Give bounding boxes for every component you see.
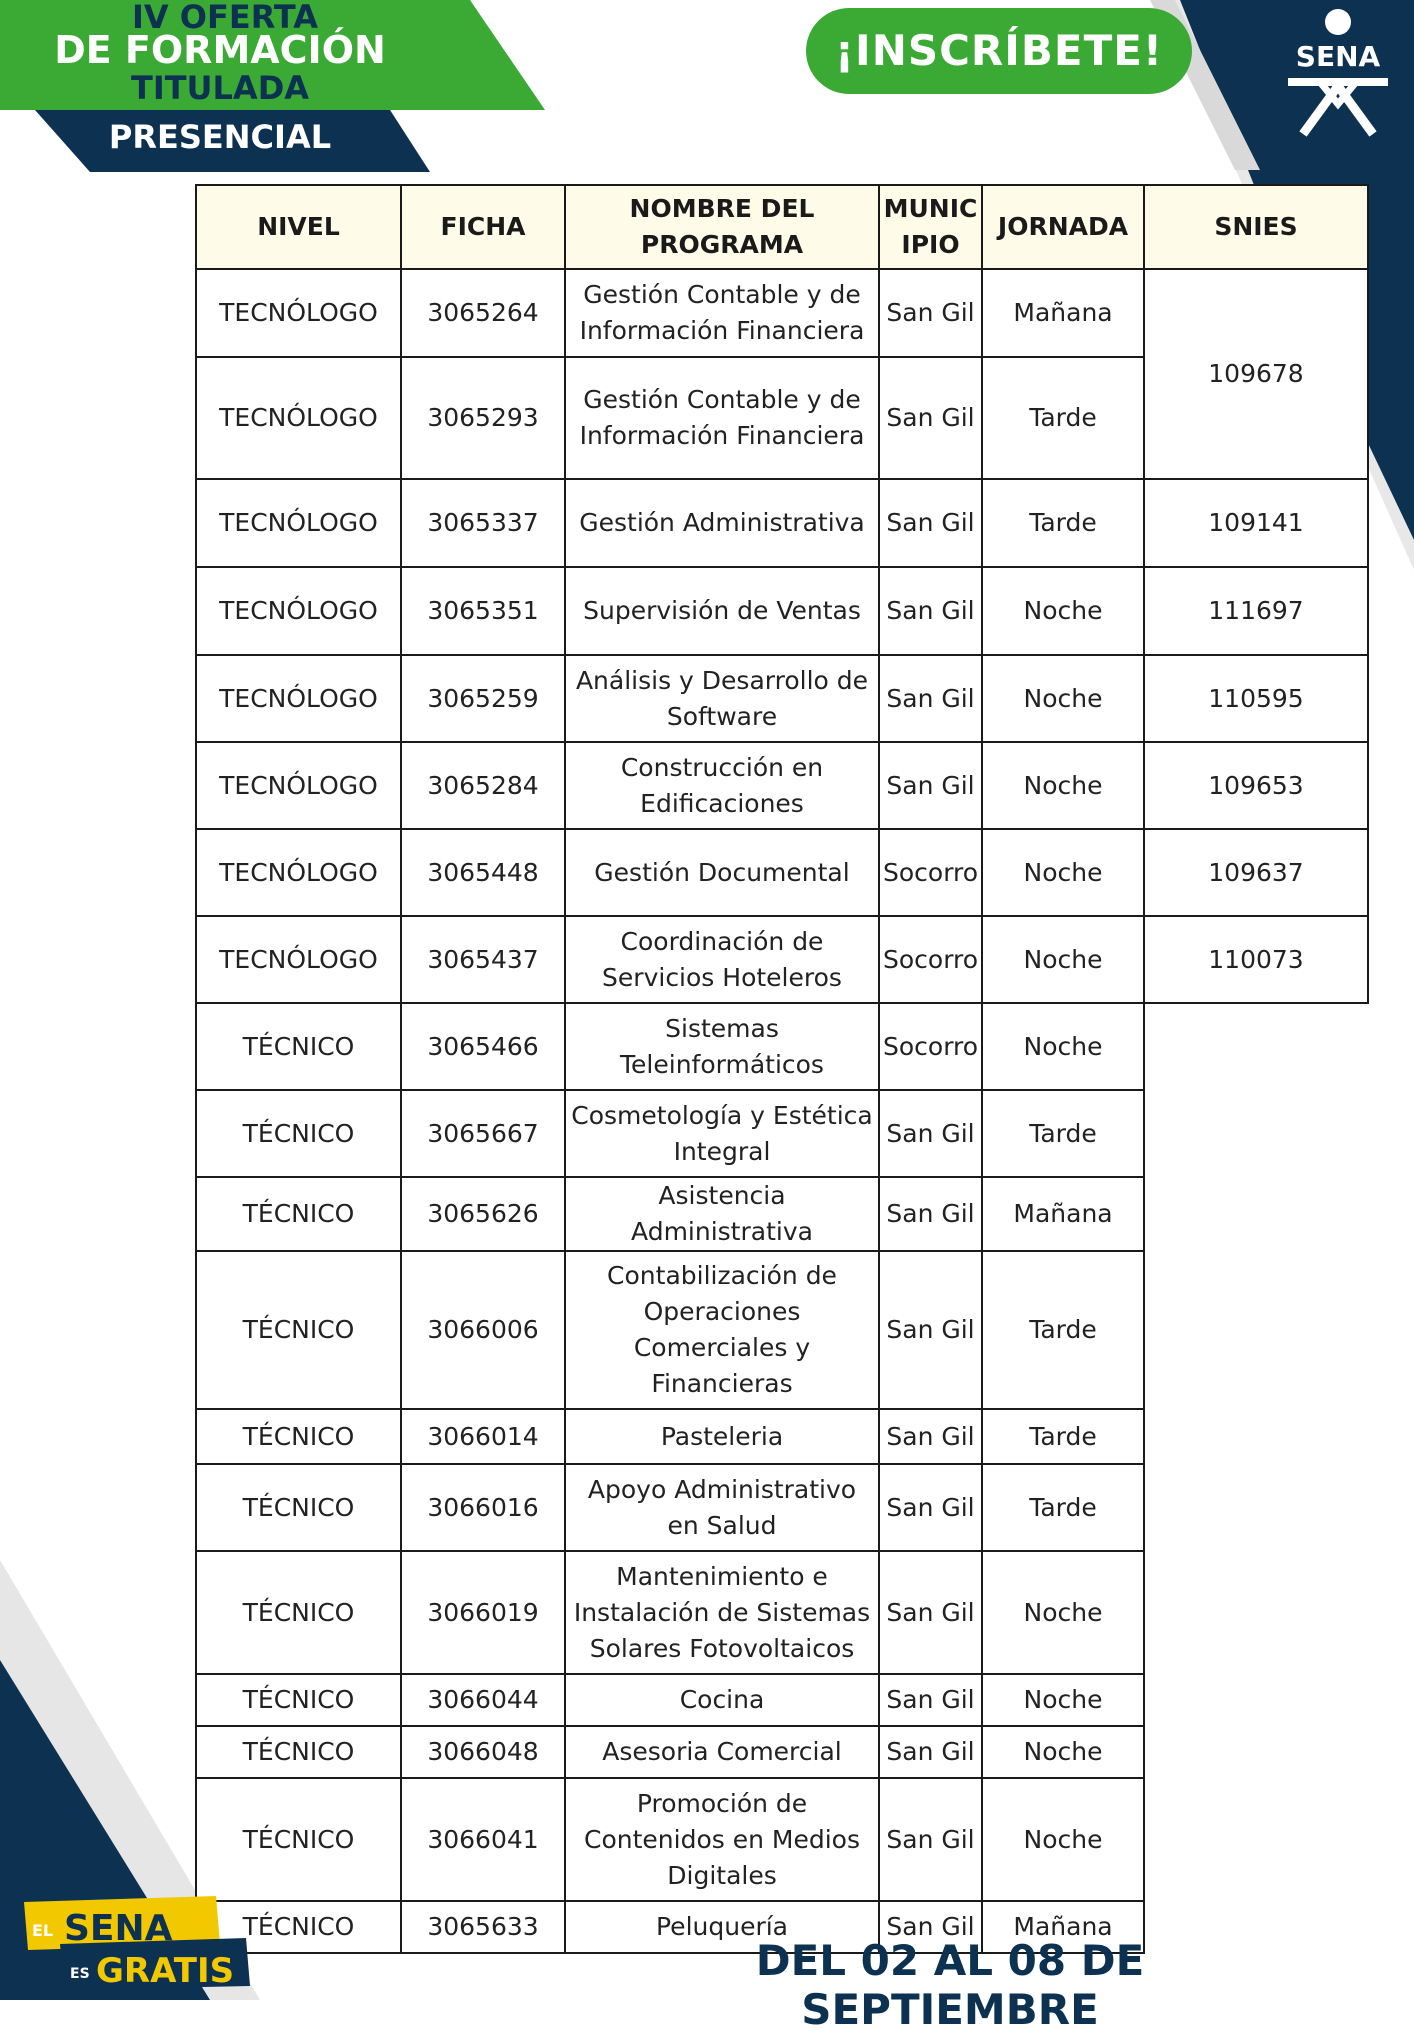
cell-snies: 110073 [1144,916,1368,1003]
cell-snies: 109678 [1144,269,1368,479]
cell-ficha: 3065633 [401,1901,565,1953]
cell-municipio: San Gil [879,479,982,567]
cell-municipio: San Gil [879,1778,982,1901]
cell-jornada: Mañana [982,269,1144,357]
badge-gratis: GRATIS [96,1951,235,1991]
cell-jornada: Mañana [982,1177,1144,1251]
cell-ficha: 3065466 [401,1003,565,1090]
cell-programa: Gestión Contable y de Información Financiera [565,357,879,479]
cell-programa: Gestión Documental [565,829,879,916]
cell-municipio: San Gil [879,1090,982,1177]
cell-municipio: San Gil [879,1464,982,1551]
cell-jornada: Noche [982,916,1144,1003]
cell-nivel: TÉCNICO [196,1726,401,1778]
cell-jornada: Noche [982,829,1144,916]
cell-jornada: Noche [982,567,1144,655]
table-header-row [196,185,1368,269]
cell-ficha: 3066041 [401,1778,565,1901]
cell-jornada: Noche [982,655,1144,742]
cell-snies: 110595 [1144,655,1368,742]
header-municipio: MUNIC IPIO [879,185,982,269]
cell-programa: Construcción en Edificaciones [565,742,879,829]
badge-el: EL [32,1921,54,1940]
cell-municipio: San Gil [879,1674,982,1726]
cell-municipio: San Gil [879,1409,982,1464]
cell-jornada: Tarde [982,1090,1144,1177]
cell-snies: 109637 [1144,829,1368,916]
cell-jornada: Mañana [982,1901,1144,1953]
cell-programa: Peluquería [565,1901,879,1953]
cell-ficha: 3065667 [401,1090,565,1177]
cell-ficha: 3065437 [401,916,565,1003]
table-row [196,1003,1368,1090]
cell-snies-empty [1144,1003,1368,1953]
table-row [196,479,1368,567]
table-row [196,655,1368,742]
cell-ficha: 3066044 [401,1674,565,1726]
cell-programa: Sistemas Teleinformáticos [565,1003,879,1090]
inscribete-button[interactable]: ¡INSCRÍBETE! [806,8,1192,94]
cell-jornada: Tarde [982,1464,1144,1551]
cell-programa: Contabilización de Operaciones Comerciales y Financieras [565,1251,879,1409]
cell-ficha: 3065293 [401,357,565,479]
cell-nivel: TÉCNICO [196,1551,401,1674]
cell-programa: Cosmetología y Estética Integral [565,1090,879,1177]
cell-snies: 109653 [1144,742,1368,829]
cell-programa: Gestión Administrativa [565,479,879,567]
cell-municipio: Socorro [879,1003,982,1090]
cell-jornada: Noche [982,742,1144,829]
cell-programa: Análisis y Desarrollo de Software [565,655,879,742]
cell-nivel: TÉCNICO [196,1464,401,1551]
table-row [196,567,1368,655]
cell-municipio: Socorro [879,829,982,916]
sena-logo-icon [1268,4,1408,144]
cell-municipio: San Gil [879,1901,982,1953]
cell-jornada: Tarde [982,479,1144,567]
cell-ficha: 3065259 [401,655,565,742]
header-nivel: NIVEL [196,185,401,269]
cell-nivel: TECNÓLOGO [196,479,401,567]
cell-nivel: TÉCNICO [196,1674,401,1726]
cell-nivel: TECNÓLOGO [196,829,401,916]
cell-nivel: TÉCNICO [196,1003,401,1090]
cell-snies: 109141 [1144,479,1368,567]
cell-programa: Asistencia Administrativa [565,1177,879,1251]
title-line-1: IV OFERTA [131,0,319,36]
title-line-3: TITULADA [130,69,310,107]
cell-ficha: 3066014 [401,1409,565,1464]
cell-municipio: San Gil [879,742,982,829]
registration-dates: DEL 02 AL 08 DE SEPTIEMBRE [755,1936,1145,2034]
cell-programa: Cocina [565,1674,879,1726]
badge-sena: SENA [64,1908,173,1949]
cell-municipio: San Gil [879,567,982,655]
modality-label: PRESENCIAL [108,118,332,156]
header-programa: NOMBRE DEL PROGRAMA [565,185,879,269]
cell-ficha: 3065626 [401,1177,565,1251]
cell-nivel: TÉCNICO [196,1901,401,1953]
cell-municipio: San Gil [879,1251,982,1409]
cell-jornada: Noche [982,1551,1144,1674]
cell-municipio: San Gil [879,1726,982,1778]
cell-programa: Gestión Contable y de Información Financiera [565,269,879,357]
cell-nivel: TÉCNICO [196,1177,401,1251]
cell-ficha: 3066019 [401,1551,565,1674]
cell-municipio: San Gil [879,655,982,742]
cell-municipio: San Gil [879,1551,982,1674]
cell-ficha: 3065448 [401,829,565,916]
cell-nivel: TECNÓLOGO [196,916,401,1003]
cell-ficha: 3065351 [401,567,565,655]
cell-snies: 111697 [1144,567,1368,655]
cell-municipio: San Gil [879,357,982,479]
cell-jornada: Noche [982,1003,1144,1090]
table-row [196,742,1368,829]
badge-es: ES [70,1966,90,1982]
cell-nivel: TECNÓLOGO [196,567,401,655]
cell-programa: Coordinación de Servicios Hoteleros [565,916,879,1003]
offer-title [0,0,440,110]
cell-jornada: Tarde [982,1251,1144,1409]
cell-nivel: TECNÓLOGO [196,655,401,742]
program-table [195,184,1367,1954]
table-row [196,269,1368,357]
cell-programa: Promoción de Contenidos en Medios Digitales [565,1778,879,1901]
header-snies: SNIES [1144,185,1368,269]
cell-nivel: TECNÓLOGO [196,357,401,479]
cell-programa: Apoyo Administrativo en Salud [565,1464,879,1551]
cell-jornada: Tarde [982,1409,1144,1464]
cell-ficha: 3065337 [401,479,565,567]
header-jornada: JORNADA [982,185,1144,269]
title-line-2: DE FORMACIÓN [54,28,386,72]
cell-programa: Asesoria Comercial [565,1726,879,1778]
header-ficha: FICHA [401,185,565,269]
cell-ficha: 3065284 [401,742,565,829]
cell-ficha: 3066016 [401,1464,565,1551]
cell-ficha: 3065264 [401,269,565,357]
cell-ficha: 3066048 [401,1726,565,1778]
cell-nivel: TECNÓLOGO [196,269,401,357]
cell-ficha: 3066006 [401,1251,565,1409]
cell-nivel: TÉCNICO [196,1251,401,1409]
cell-nivel: TECNÓLOGO [196,742,401,829]
cell-jornada: Noche [982,1674,1144,1726]
sena-logo-text: SENA [1295,40,1381,73]
cell-programa: Mantenimiento e Instalación de Sistemas Solares Fotovoltaicos [565,1551,879,1674]
cell-jornada: Tarde [982,357,1144,479]
cell-jornada: Noche [982,1778,1144,1901]
table-row [196,916,1368,1003]
cell-nivel: TÉCNICO [196,1778,401,1901]
cell-programa: Supervisión de Ventas [565,567,879,655]
cell-municipio: San Gil [879,269,982,357]
cell-nivel: TÉCNICO [196,1090,401,1177]
cell-nivel: TÉCNICO [196,1409,401,1464]
cell-programa: Pasteleria [565,1409,879,1464]
table-row [196,829,1368,916]
cell-municipio: San Gil [879,1177,982,1251]
cell-municipio: Socorro [879,916,982,1003]
sena-es-gratis-badge [20,1892,250,1992]
cell-jornada: Noche [982,1726,1144,1778]
